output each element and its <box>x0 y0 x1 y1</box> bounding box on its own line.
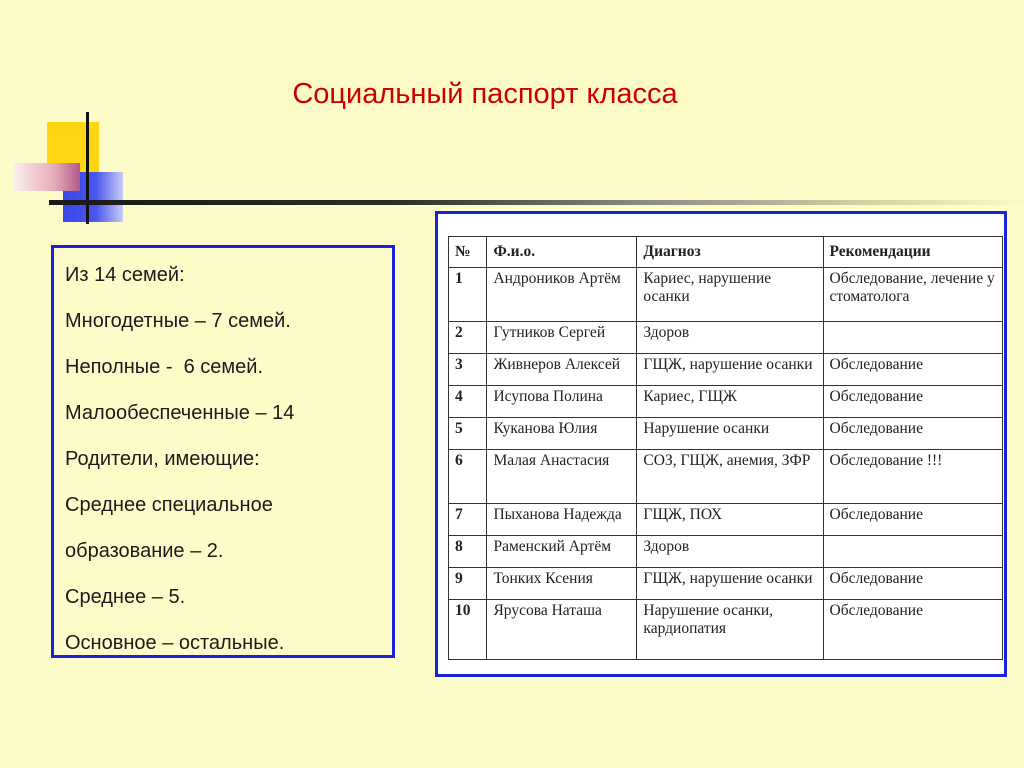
cell-num: 10 <box>449 600 487 660</box>
cell-num: 2 <box>449 322 487 354</box>
slide-title: Социальный паспорт класса <box>292 78 678 110</box>
cell-recommendation: Обследование <box>823 418 1002 450</box>
cell-name: Малая Анастасия <box>487 450 637 504</box>
header-name: Ф.и.о. <box>487 237 637 268</box>
cell-num: 7 <box>449 504 487 536</box>
cell-recommendation: Обследование <box>823 568 1002 600</box>
table-row <box>449 418 1003 450</box>
cell-num: 3 <box>449 354 487 386</box>
table-row <box>449 450 1003 504</box>
cell-diagnosis: СОЗ, ГЩЖ, анемия, ЗФР <box>637 450 823 504</box>
cell-num: 8 <box>449 536 487 568</box>
decor-horizontal-rule <box>49 200 1024 205</box>
table-row <box>449 386 1003 418</box>
cell-name: Куканова Юлия <box>487 418 637 450</box>
header-diagnosis: Диагноз <box>637 237 823 268</box>
cell-diagnosis: Здоров <box>637 536 823 568</box>
cell-name: Андроников Артём <box>487 268 637 322</box>
cell-recommendation: Обследование <box>823 386 1002 418</box>
cell-diagnosis: Кариес, нарушение осанки <box>637 268 823 322</box>
cell-diagnosis: Здоров <box>637 322 823 354</box>
info-line: Многодетные – 7 семей. <box>65 310 291 332</box>
cell-recommendation: Обследование <box>823 354 1002 386</box>
info-line: Основное – остальные. <box>65 632 285 654</box>
cell-recommendation <box>823 536 1002 568</box>
table-row <box>449 600 1003 660</box>
header-recommendation: Рекомендации <box>823 237 1002 268</box>
info-line: Среднее – 5. <box>65 586 186 608</box>
health-table <box>448 236 1003 660</box>
info-line: Родители, имеющие: <box>65 448 260 470</box>
health-table-image <box>435 211 1007 677</box>
cell-name: Гутников Сергей <box>487 322 637 354</box>
cell-name: Пыханова Надежда <box>487 504 637 536</box>
table-header-row <box>449 237 1003 268</box>
table-row <box>449 354 1003 386</box>
cell-diagnosis: Нарушение осанки <box>637 418 823 450</box>
family-info-box <box>51 245 395 658</box>
cell-recommendation: Обследование <box>823 504 1002 536</box>
cell-name: Раменский Артём <box>487 536 637 568</box>
cell-num: 1 <box>449 268 487 322</box>
table-row <box>449 504 1003 536</box>
cell-diagnosis: ГЩЖ, ПОХ <box>637 504 823 536</box>
table-row <box>449 268 1003 322</box>
cell-diagnosis: ГЩЖ, нарушение осанки <box>637 568 823 600</box>
info-line: Малообеспеченные – 14 <box>65 402 295 424</box>
info-line: Из 14 семей: <box>65 264 185 286</box>
header-num: № <box>449 237 487 268</box>
cell-diagnosis: Кариес, ГЩЖ <box>637 386 823 418</box>
cell-num: 6 <box>449 450 487 504</box>
cell-recommendation: Обследование, лечение у стоматолога <box>823 268 1002 322</box>
cell-recommendation: Обследование <box>823 600 1002 660</box>
cell-recommendation: Обследование !!! <box>823 450 1002 504</box>
table-row <box>449 568 1003 600</box>
info-line: образование – 2. <box>65 540 224 562</box>
cell-name: Живнеров Алексей <box>487 354 637 386</box>
cell-num: 9 <box>449 568 487 600</box>
table-row <box>449 536 1003 568</box>
cell-name: Ярусова Наташа <box>487 600 637 660</box>
info-line: Среднее специальное <box>65 494 273 516</box>
decor-vertical-line <box>86 112 89 224</box>
cell-num: 5 <box>449 418 487 450</box>
cell-diagnosis: Нарушение осанки, кардиопатия <box>637 600 823 660</box>
decor-pink-bar <box>14 163 80 191</box>
cell-recommendation <box>823 322 1002 354</box>
cell-name: Тонких Ксения <box>487 568 637 600</box>
info-line: Неполные - 6 семей. <box>65 356 264 378</box>
cell-diagnosis: ГЩЖ, нарушение осанки <box>637 354 823 386</box>
cell-num: 4 <box>449 386 487 418</box>
table-row <box>449 322 1003 354</box>
cell-name: Исупова Полина <box>487 386 637 418</box>
